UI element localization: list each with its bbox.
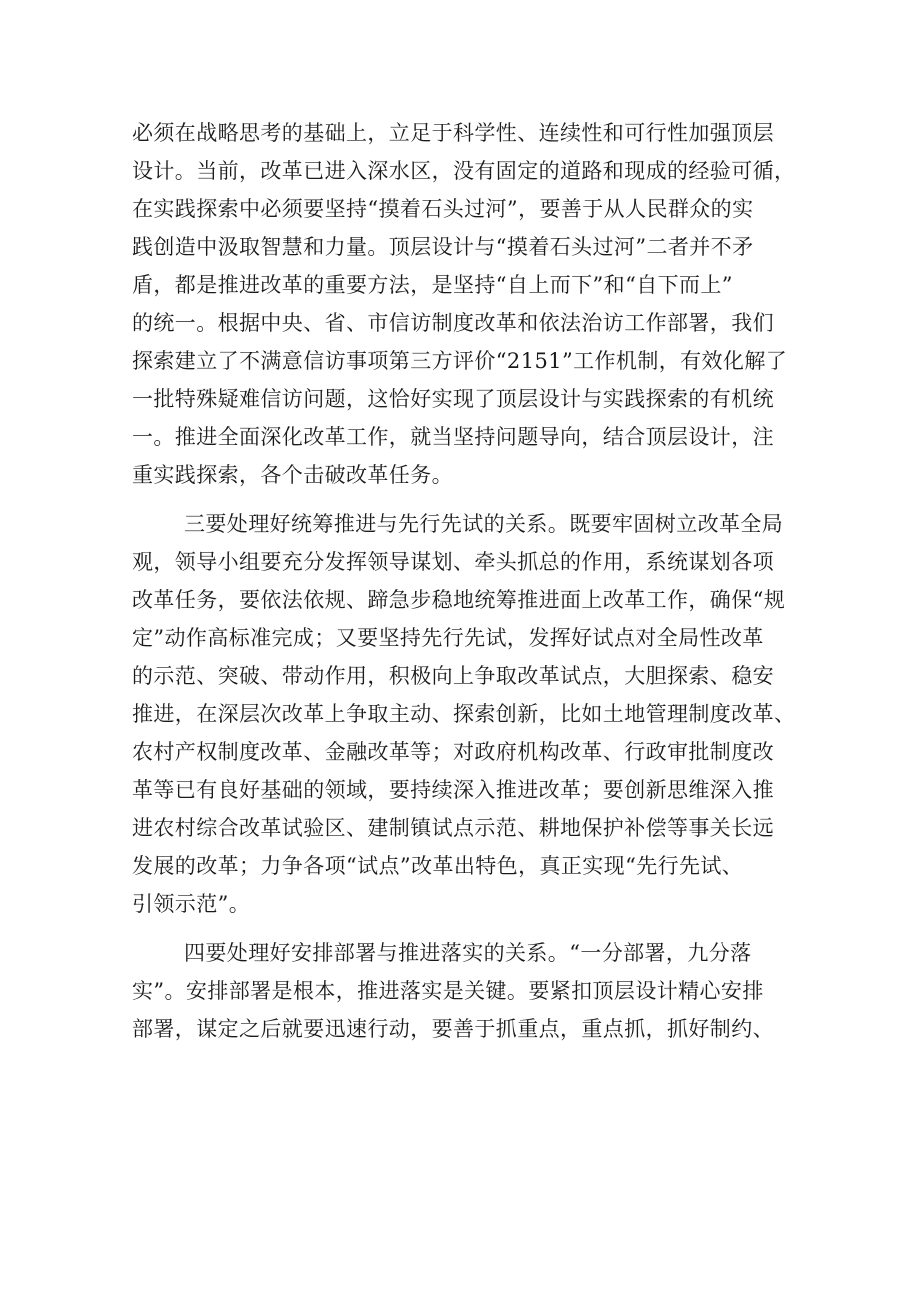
text-line: 实”。安排部署是根本，推进落实是关键。要紧扣顶层设计精心安排 (132, 979, 764, 1003)
paragraph-gap (132, 494, 798, 505)
text-line: 重实践探索，各个击破改革任务。 (132, 463, 453, 487)
paragraph-3 (132, 934, 798, 1048)
text-line: 在实践探索中必须要坚持“摸着石头过河”，要善于从人民群众的实 (132, 197, 754, 221)
text-line: 发展的改革；力争各项“试点”改革出特色，真正实现“先行先试、 (132, 854, 744, 878)
text-line: 一。推进全面深化改革工作，就当坚持问题导向，结合顶层设计，注 (132, 425, 774, 449)
paragraph-2 (132, 505, 798, 923)
text-line: 设计。当前，改革已进入深水区，没有固定的道路和现成的经验可循， (132, 159, 796, 183)
text-line: 的示范、突破、带动作用，积极向上争取改革试点，大胆探索、稳安 (132, 664, 774, 688)
text-line: 一批特殊疑难信访问题，这恰好实现了顶层设计与实践探索的有机统 (132, 387, 774, 411)
text-line: 四要处理好安排部署与推进落实的关系。“一分部署，九分落 (184, 941, 752, 965)
text-line: 部署，谋定之后就要迅速行动，要善于抓重点，重点抓，抓好制约、 (132, 1017, 774, 1041)
text-line: 观，领导小组要充分发挥领导谋划、牵头抓总的作用，系统谋划各项 (132, 550, 774, 574)
text-line: 改革任务，要依法依规、蹄急步稳地统筹推进面上改革工作，确保“规 (132, 588, 786, 612)
text-line: 引领示范”。 (132, 892, 251, 916)
document-body (132, 114, 798, 1048)
text-line: 定”动作高标准完成；又要坚持先行先试，发挥好试点对全局性改革 (132, 626, 764, 650)
text-line: 农村产权制度改革、金融改革等；对政府机构改革、行政审批制度改 (132, 740, 774, 764)
paragraph-gap (132, 923, 798, 934)
text-line: 推进，在深层次改革上争取主动、探索创新，比如土地管理制度改革、 (132, 702, 796, 726)
paragraph-1 (132, 114, 798, 494)
text-line: 必须在战略思考的基础上，立足于科学性、连续性和可行性加强顶层 (132, 121, 774, 145)
text-line: 的统一。根据中央、省、市信访制度改革和依法治访工作部署，我们 (132, 311, 774, 335)
text-line: 践创造中汲取智慧和力量。顶层设计与“摸着石头过河”二者并不矛 (132, 235, 754, 259)
text-line: 盾，都是推进改革的重要方法，是坚持“自上而下”和“自下而上” (132, 273, 733, 297)
text-line: 进农村综合改革试验区、建制镇试点示范、耕地保护补偿等事关长远 (132, 816, 774, 840)
text-line: 三要处理好统筹推进与先行先试的关系。既要牢固树立改革全局 (184, 512, 784, 536)
text-line: 探索建立了不满意信访事项第三方评价“2151”工作机制，有效化解了 (132, 349, 788, 373)
text-line: 革等已有良好基础的领域，要持续深入推进改革；要创新思维深入推 (132, 778, 774, 802)
